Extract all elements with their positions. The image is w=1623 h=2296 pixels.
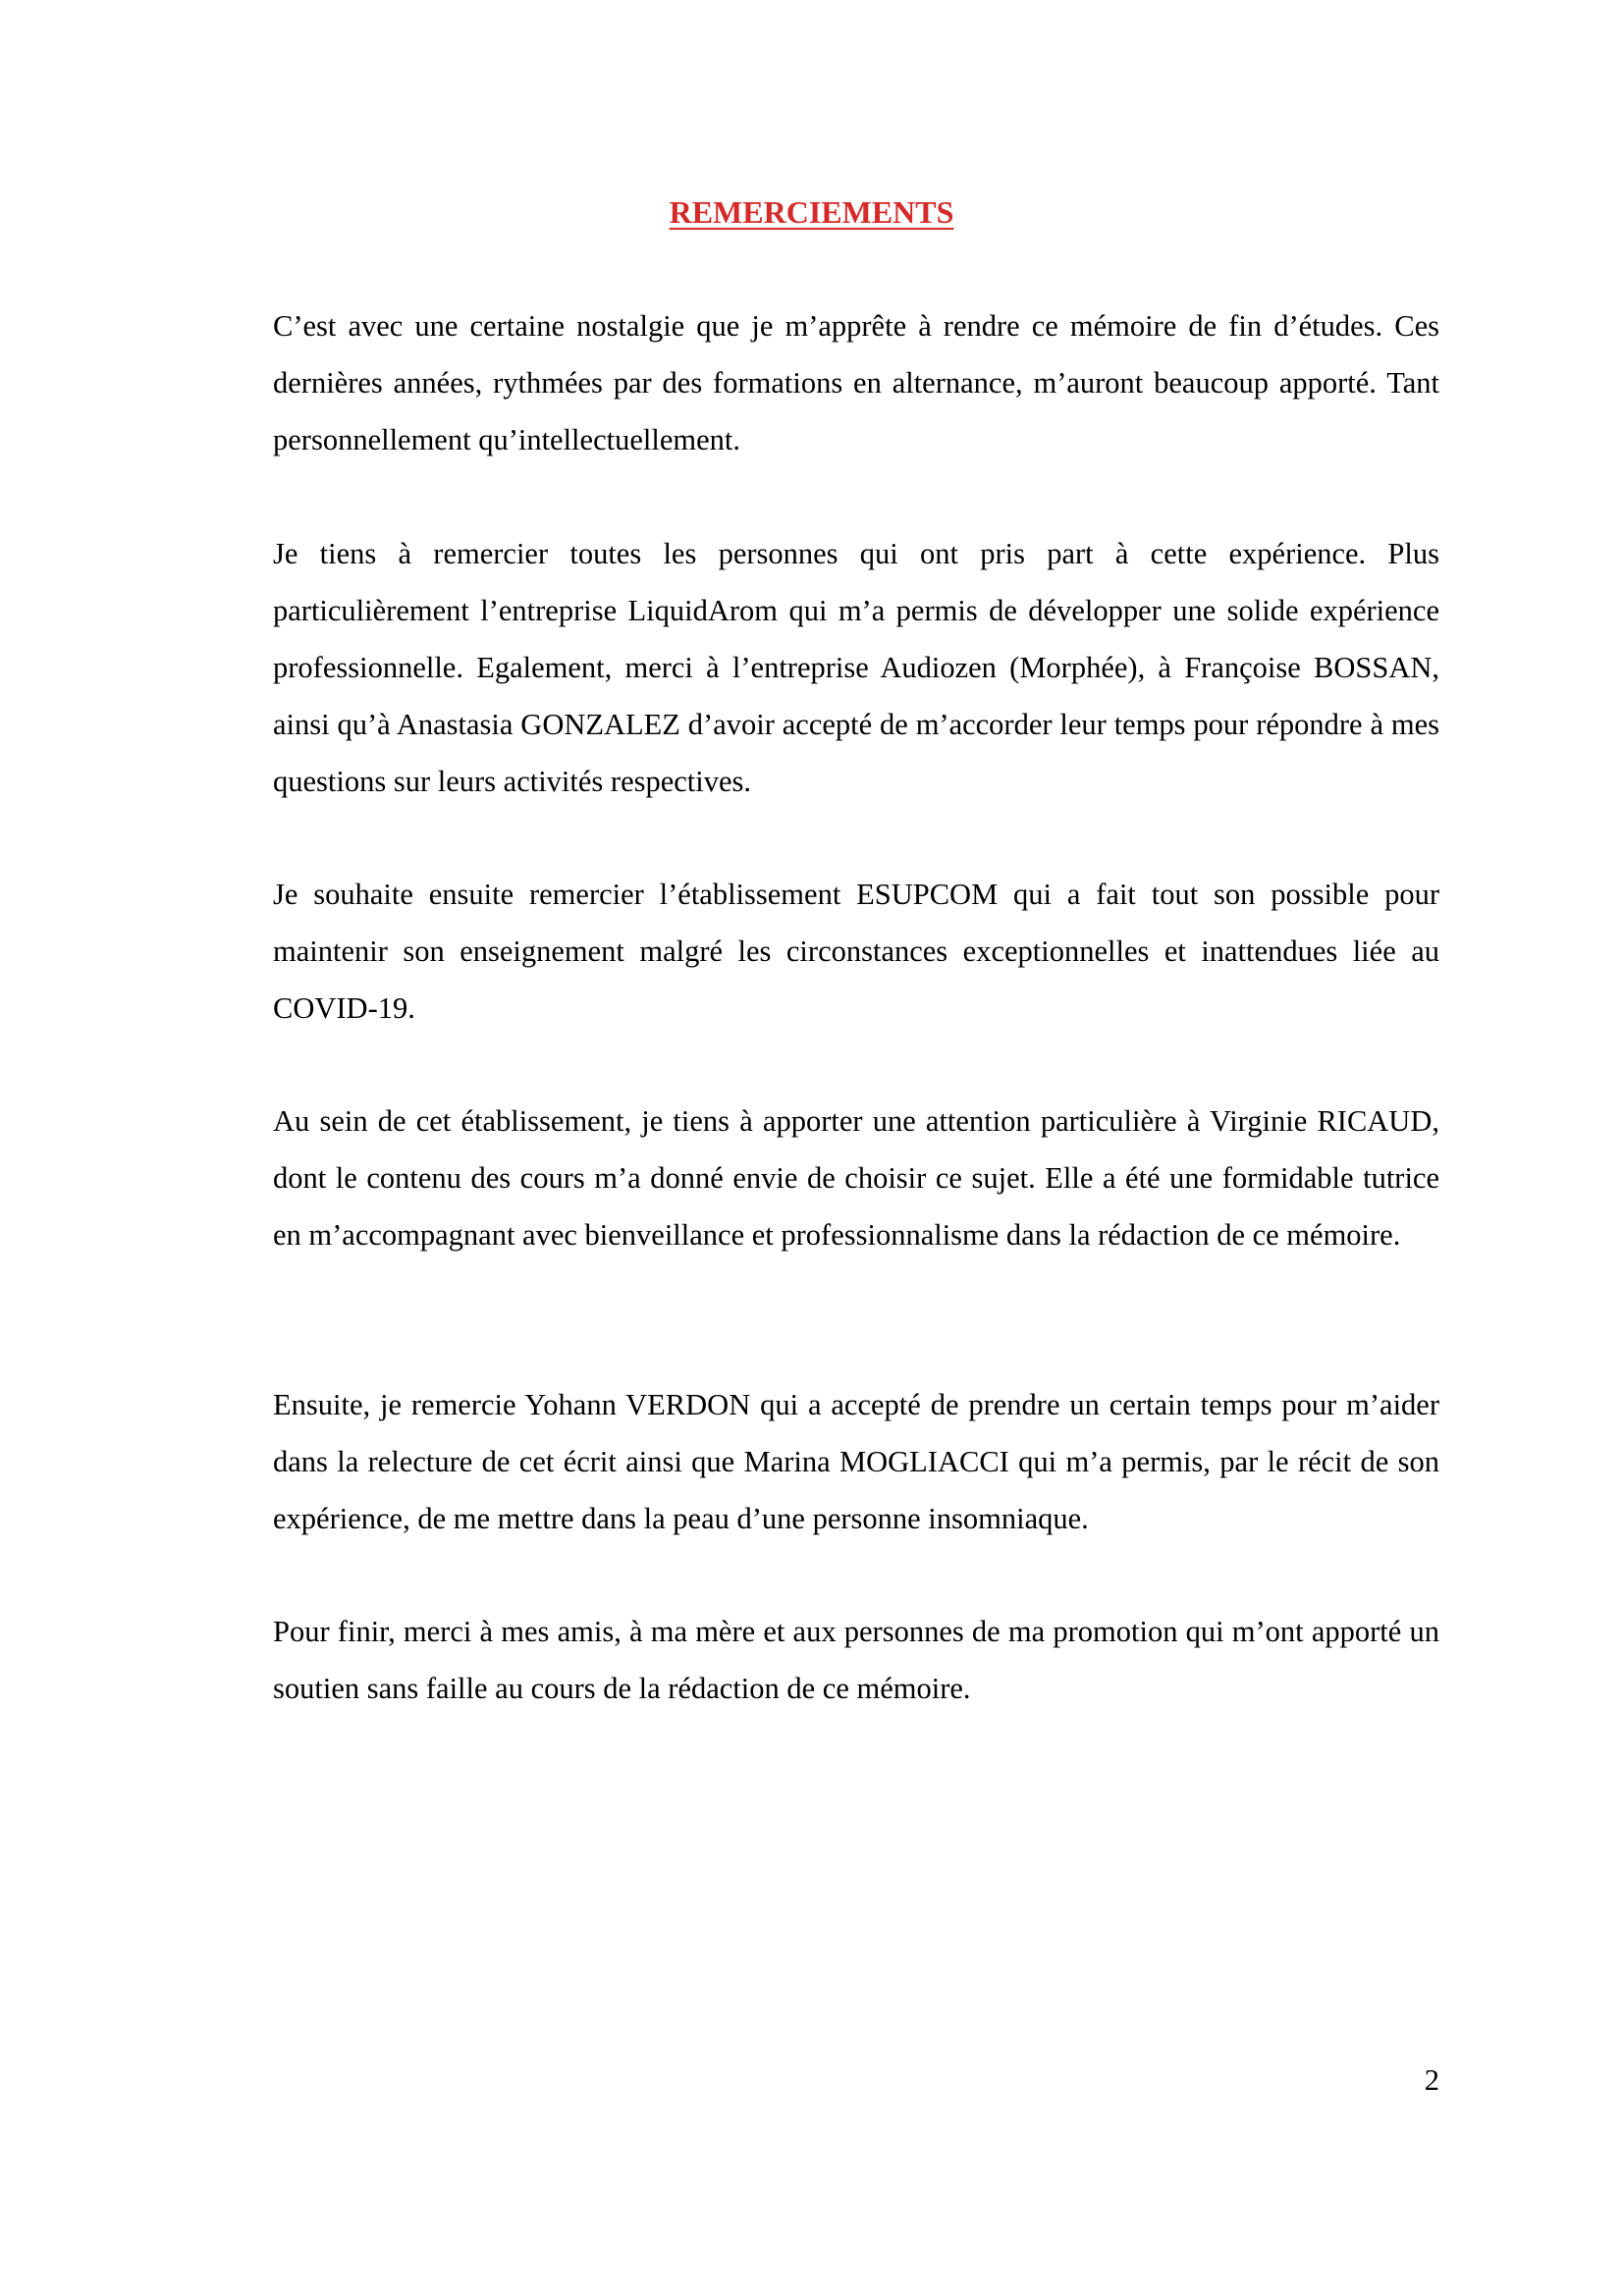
paragraph-tutor-thanks: Au sein de cet établissement, je tiens à apporter une attention particulière à Virginie RICAUD, dont le contenu des cours m’a donné envie de choisir ce sujet. Elle a été une formidable tutrice en m’accompagnant avec bienveillance et professionnalisme dans la rédaction de ce mémoire.	[273, 1104, 1439, 1252]
page-title: REMERCIEMENTS	[669, 194, 954, 230]
paragraph-introduction: C’est avec une certaine nostalgie que je m’apprête à rendre ce mémoire de fin d’études. Ces dernières années, rythmées par des formations en alternance, m’auront beaucoup apporté. Tant personnellement qu’intellectuellement.	[273, 309, 1439, 456]
paragraph-school-thanks: Je souhaite ensuite remercier l’établissement ESUPCOM qui a fait tout son possible pour maintenir son enseignement malgré les circonstances exceptionnelles et inattendues liée au COVID-19.	[273, 878, 1439, 1025]
paragraph-proofreading-thanks: Ensuite, je remercie Yohann VERDON qui a accepté de prendre un certain temps pour m’aider dans la relecture de cet écrit ainsi que Marina MOGLIACCI qui m’a permis, par le récit de son expérience, de me mettre dans la peau d’une personne insomniaque.	[273, 1388, 1439, 1535]
paragraph-companies-thanks: Je tiens à remercier toutes les personnes qui ont pris part à cette expérience. Plus particulièrement l’entreprise LiquidArom qui m’a permis de développer une solide expérience professionnelle. Egalement, merci à l’entreprise Audiozen (Morphée), à Françoise BOSSAN, ainsi qu’à Anastasia GONZALEZ d’avoir accepté de m’accorder leur temps pour répondre à mes questions sur leurs activités respectives.	[273, 537, 1439, 798]
paragraph-closing-thanks: Pour finir, merci à mes amis, à ma mère et aux personnes de ma promotion qui m’ont apporté un soutien sans faille au cours de la rédaction de ce mémoire.	[273, 1615, 1439, 1705]
page-number: 2	[1424, 2063, 1439, 2097]
